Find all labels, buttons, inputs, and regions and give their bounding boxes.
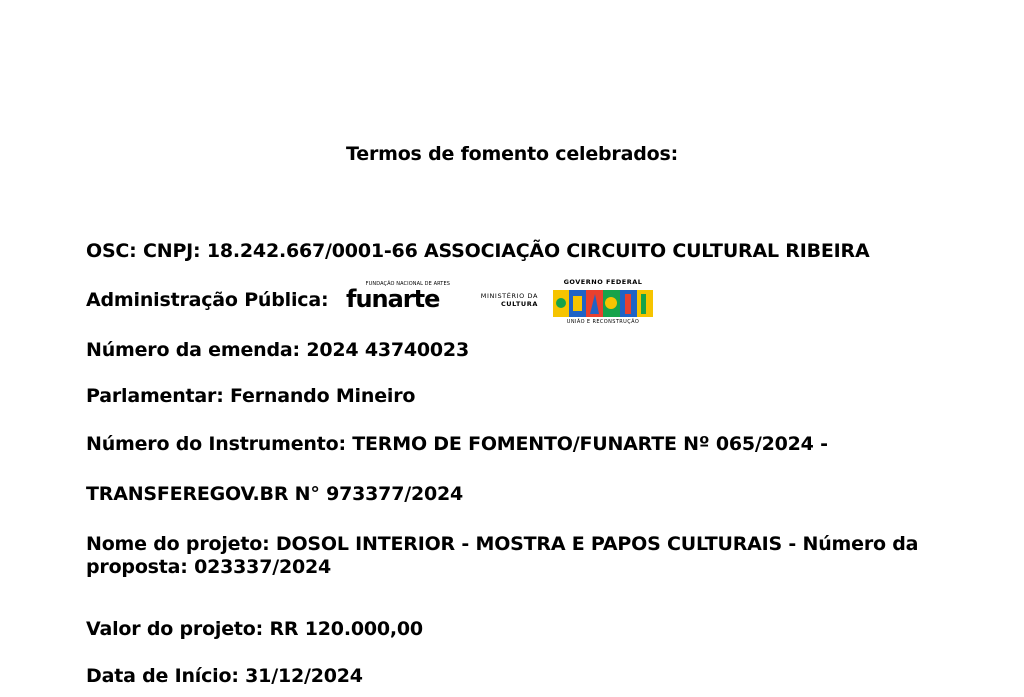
uniao-reconstrucao-label: UNIÃO E RECONSTRUÇÃO	[566, 319, 640, 325]
government-logos	[346, 278, 666, 328]
governo-federal-logo	[551, 278, 661, 328]
document-title: Termos de fomento celebrados:	[346, 143, 678, 165]
valor-projeto-line: Valor do projeto: RR 120.000,00	[86, 618, 423, 640]
ministerio-line1: MINISTÉRIO DA	[480, 292, 538, 300]
parlamentar-line: Parlamentar: Fernando Mineiro	[86, 385, 416, 407]
governo-federal-label: GOVERNO FEDERAL	[563, 278, 643, 286]
osc-line: OSC: CNPJ: 18.242.667/0001-66 ASSOCIAÇÃO CIRCUITO CULTURAL RIBEIRA	[86, 240, 870, 262]
ministerio-line2: CULTURA	[500, 300, 538, 308]
transferegov-line: TRANSFEREGOV.BR N° 973377/2024	[86, 483, 464, 505]
funarte-logo	[346, 281, 450, 311]
administracao-label: Administração Pública:	[86, 289, 329, 311]
ministerio-cultura-logo	[466, 292, 538, 308]
funarte-subtitle: FUNDAÇÃO NACIONAL DE ARTES	[365, 281, 450, 287]
nome-projeto-line: Nome do projeto: DOSOL INTERIOR - MOSTRA E PAPOS CULTURAIS - Número da proposta: 023337/2024	[86, 533, 919, 578]
numero-emenda-line: Número da emenda: 2024 43740023	[86, 339, 469, 361]
numero-instrumento-line: Número do Instrumento: TERMO DE FOMENTO/FUNARTE Nº 065/2024 -	[86, 433, 828, 455]
funarte-wordmark: funarte	[346, 285, 440, 313]
data-inicio-line: Data de Início: 31/12/2024	[86, 665, 363, 687]
